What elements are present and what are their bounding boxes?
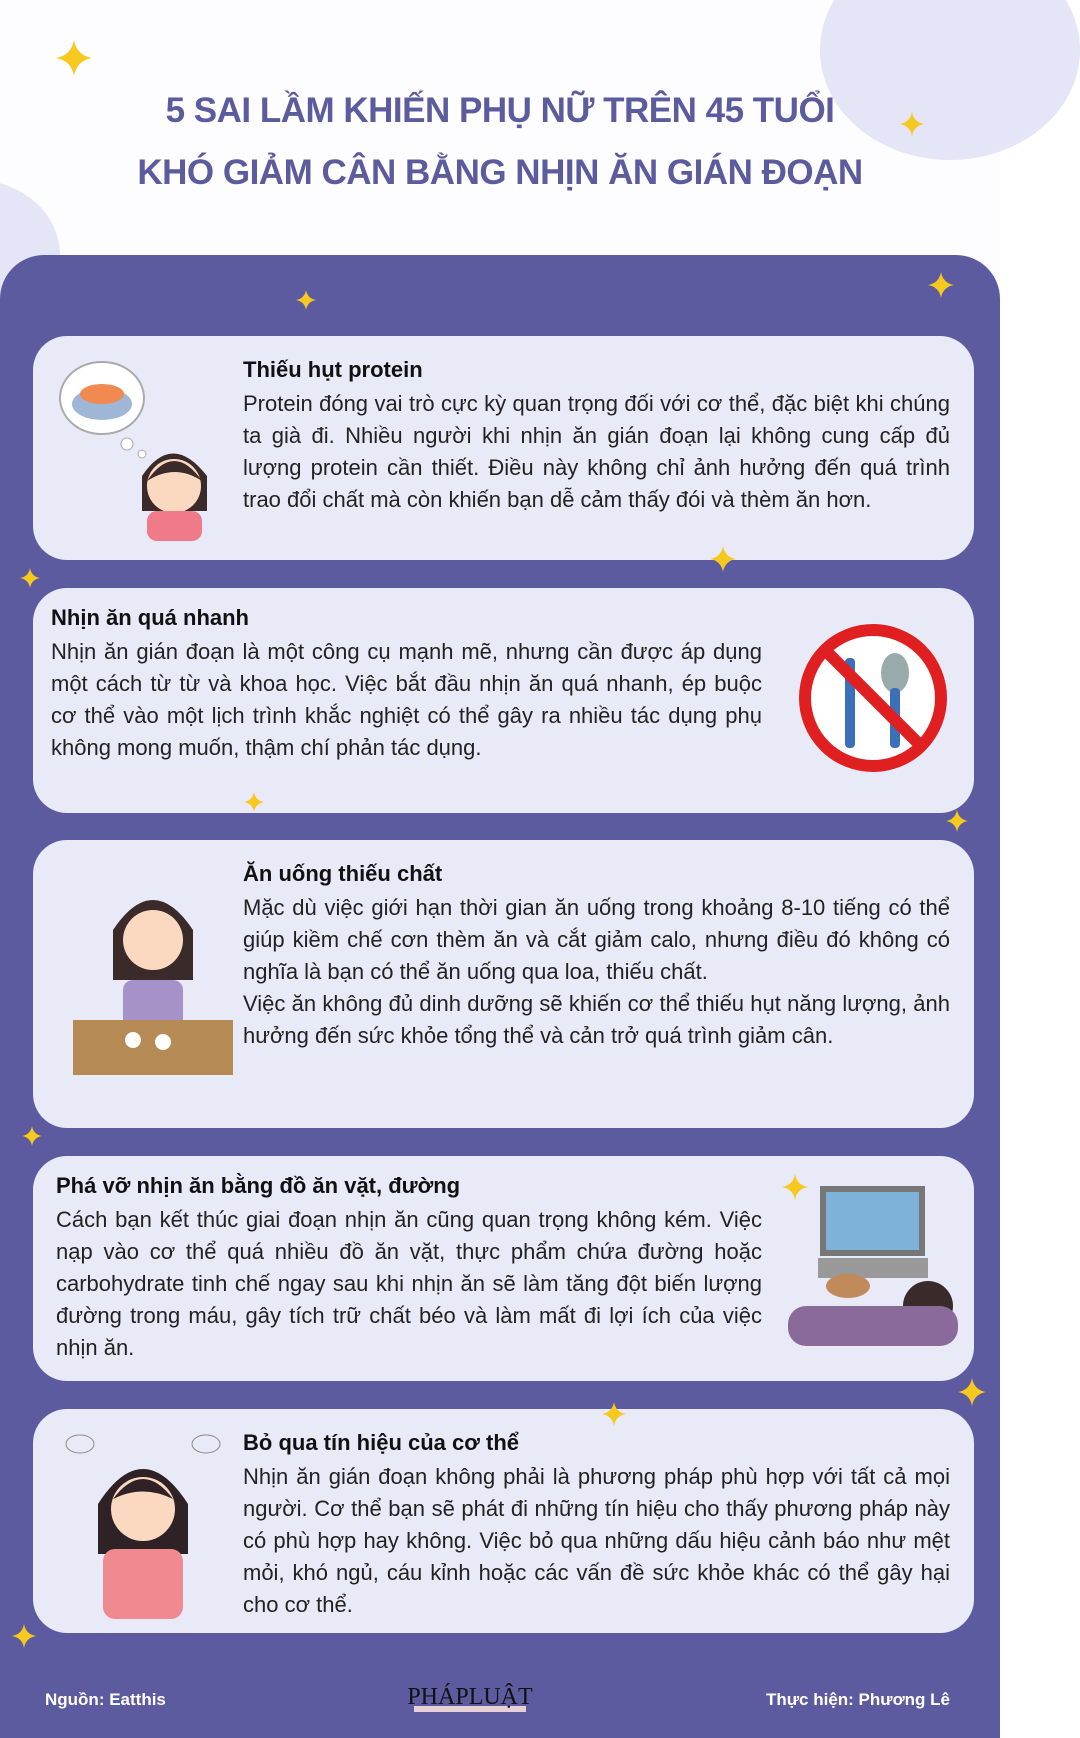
title-line-1: 5 SAI LẦM KHIẾN PHỤ NỮ TRÊN 45 TUỔI <box>165 91 835 130</box>
section-text <box>243 858 950 1052</box>
sparkle-icon <box>12 1624 36 1648</box>
section-card-nutrition <box>33 840 974 1128</box>
angry-woman-illustration <box>58 1424 228 1624</box>
section-title: Bỏ qua tín hiệu của cơ thể <box>243 1430 519 1455</box>
section-title: Nhịn ăn quá nhanh <box>51 605 249 630</box>
section-title: Phá vỡ nhịn ăn bằng đồ ăn vặt, đường <box>56 1173 461 1198</box>
sparkle-icon <box>710 546 736 572</box>
snacking-in-front-of-tv-illustration <box>778 1186 968 1366</box>
section-text <box>56 1170 762 1364</box>
sparkle-icon <box>958 1378 986 1406</box>
sparkle-icon <box>244 792 264 812</box>
section-body: Mặc dù việc giới hạn thời gian ăn uống trong khoảng 8-10 tiếng có thể giúp kiềm chế cơn thèm ăn và cắt giảm calo, nhưng điều đó không có nghĩa là bạn có thể ăn uống qua loa, thiếu chất. <box>243 895 950 984</box>
sparkle-icon <box>900 112 924 136</box>
page-title <box>0 80 1000 204</box>
section-card-body-signals <box>33 1409 974 1633</box>
title-line-2: KHÓ GIẢM CÂN BẰNG NHỊN ĂN GIÁN ĐOẠN <box>137 153 863 192</box>
section-text <box>243 1427 950 1621</box>
sparkle-icon <box>928 272 954 298</box>
section-body-continued: Việc ăn không đủ dinh dưỡng sẽ khiến cơ thể thiếu hụt năng lượng, ảnh hưởng đến sức khỏe tổng thể và cản trở quá trình giảm cân. <box>243 991 950 1048</box>
tired-woman-at-table-illustration <box>53 870 233 1100</box>
sparkle-icon <box>782 1174 808 1200</box>
sparkle-icon <box>56 40 92 76</box>
section-text <box>51 602 762 764</box>
sparkle-icon <box>946 810 968 832</box>
section-body: Cách bạn kết thúc giai đoạn nhịn ăn cũng quan trọng không kém. Việc nạp vào cơ thể quá nhiều đồ ăn vặt, thực phẩm chứa đường hoặc carbohydrate tinh chế ngay sau khi nhịn ăn sẽ làm tăng đột biến lượng đường trong máu, gây tích trữ chất béo và làm mất đi lợi ích của việc nhịn ăn. <box>56 1207 762 1360</box>
phapluat-logo <box>407 1680 533 1714</box>
section-card-protein <box>33 336 974 560</box>
section-body: Protein đóng vai trò cực kỳ quan trọng đối với cơ thể, đặc biệt khi chúng ta già đi. Nhiều người khi nhịn ăn gián đoạn lại không cung cấp đủ lượng protein cần thiết. Điều này không chỉ ảnh hưởng đến quá trình trao đổi chất mà còn khiến bạn dễ cảm thấy đói và thèm ăn hơn. <box>243 391 950 512</box>
section-title: Ăn uống thiếu chất <box>243 861 443 886</box>
sparkle-icon <box>20 568 40 588</box>
thinking-woman-illustration <box>47 356 217 546</box>
source-credit: Nguồn: Eatthis <box>45 1690 166 1709</box>
section-card-fasting-too-fast <box>33 588 974 813</box>
sparkle-icon <box>602 1402 626 1426</box>
section-title: Thiếu hụt protein <box>243 357 423 382</box>
author-credit: Thực hiện: Phương Lê <box>765 1690 950 1709</box>
sparkle-icon <box>22 1126 42 1146</box>
section-body: Nhịn ăn gián đoạn là một công cụ mạnh mẽ, nhưng cần được áp dụng một cách từ từ và khoa học. Việc bắt đầu nhịn ăn quá nhanh, ép buộc cơ thể vào một lịch trình khắc nghiệt có thể gây ra nhiều tác dụng phụ không mong muốn, thậm chí phản tác dụng. <box>51 639 762 760</box>
no-eating-icon <box>793 618 953 778</box>
section-card-snacks <box>33 1156 974 1381</box>
section-body: Nhịn ăn gián đoạn không phải là phương pháp phù hợp với tất cả mọi người. Cơ thể bạn sẽ phát đi những tín hiệu cho thấy phương pháp này có phù hợp hay không. Việc bỏ qua những dấu hiệu cảnh báo như mệt mỏi, khó ngủ, cáu kỉnh hoặc các vấn đề sức khỏe khác có thể gây hại cho cơ thể. <box>243 1464 950 1617</box>
sparkle-icon <box>296 290 316 310</box>
svg-text:PHÁPLUẬT: PHÁPLUẬT <box>407 1684 533 1710</box>
section-text <box>243 354 950 516</box>
